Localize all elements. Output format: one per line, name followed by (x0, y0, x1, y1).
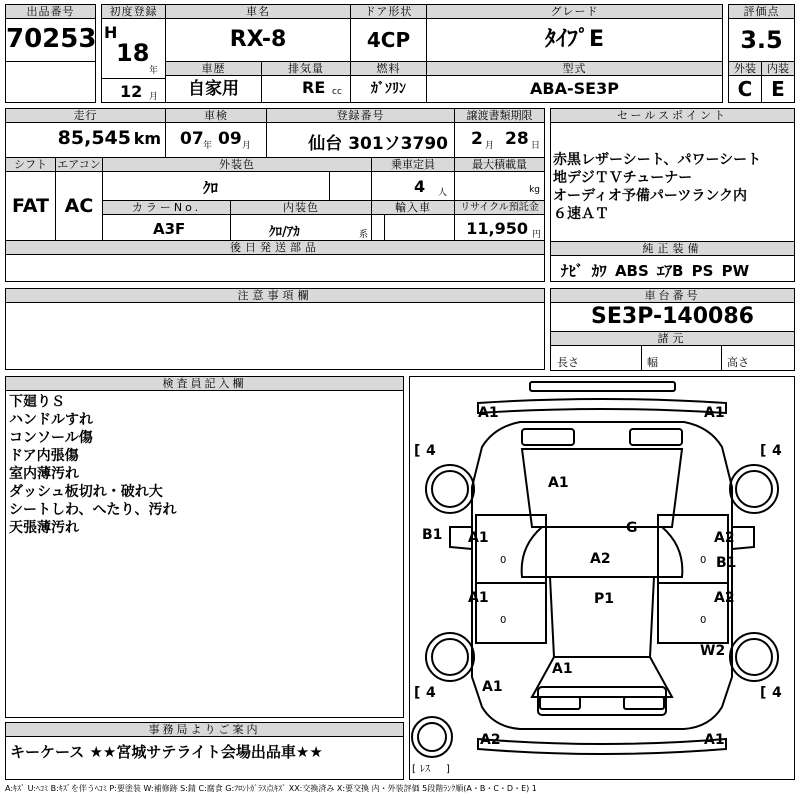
sales-point-box (550, 108, 795, 242)
tire-rl: 4 (426, 685, 436, 701)
mileage: 85,545 (57, 127, 131, 149)
fuel: ｶﾞｿﾘﾝ (371, 81, 406, 97)
lot-lower-box (5, 61, 96, 103)
caution-box (5, 288, 545, 370)
insp-month-unit: 月 (242, 141, 252, 151)
exterior-score: C (737, 77, 753, 101)
equipment-box (550, 241, 795, 282)
chassis-box (550, 288, 795, 332)
car-name-label: 車名 (166, 5, 350, 19)
insp-year: 07 (180, 129, 204, 149)
import-label: 輸入車 (372, 201, 454, 215)
dmg-fr-door-b: B1 (716, 555, 737, 571)
interior-label: 内装 (762, 62, 794, 76)
car-name-box (165, 4, 351, 62)
tire-fr-bracket: [ (760, 443, 767, 459)
transfer-month-unit: 月 (485, 141, 495, 151)
specs-div1 (641, 346, 642, 371)
transfer-day-unit: 日 (531, 141, 541, 151)
sales-point-line: オーディオ予備パーツランク内 (553, 188, 748, 204)
inspector-line: ドア内張傷 (9, 448, 79, 464)
equipment-label: 純正装備 (551, 242, 794, 256)
transfer-label: 譲渡書類期限 (455, 109, 544, 123)
specs-label: 諸元 (551, 332, 794, 346)
recycle-box (454, 200, 545, 241)
inspector-line: シートしわ、へたり、汚れ (9, 502, 177, 518)
insp-year-unit: 年 (203, 141, 213, 151)
import-box (371, 200, 455, 241)
equipment-items: ﾅﾋﾞ ｶﾜ ABS ｴｱB PS PW (561, 262, 750, 280)
load-label: 最大積載量 (455, 158, 544, 172)
year-unit: 年 (149, 66, 159, 76)
interior-score: E (771, 77, 785, 101)
year: 18 (116, 39, 150, 67)
door-label: ドア形状 (351, 5, 426, 19)
dmg-b1-left: B1 (422, 527, 443, 543)
chassis-number: SE3P-140086 (591, 304, 754, 329)
inspector-lines (6, 391, 403, 537)
exterior-label: 外装 (729, 62, 761, 76)
capacity: 4 (414, 177, 426, 196)
month-unit: 月 (149, 92, 159, 102)
inspector-line: ダッシュ板切れ・破れ大 (9, 484, 163, 500)
recycle-label: リサイクル預託金 (455, 201, 544, 215)
lot-number: 70253 (6, 24, 97, 54)
zero-2: 0 (700, 555, 707, 566)
shift-label: シフト (6, 158, 55, 172)
plate-label: 登録番号 (267, 109, 454, 123)
import-divider (384, 215, 385, 241)
color-no: A3F (153, 220, 186, 238)
specs-div2 (721, 346, 722, 371)
plate: 仙台 301ソ3790 (308, 134, 448, 154)
plate-box (266, 108, 455, 158)
score-box (728, 4, 795, 62)
resu-label: ﾚｽ (420, 764, 430, 775)
dmg-fl-door: A1 (468, 530, 489, 546)
grade-box (426, 4, 723, 62)
model-box (426, 61, 723, 103)
inspector-line: コンソール傷 (9, 430, 93, 446)
ac: AC (64, 195, 94, 217)
specs-box (550, 331, 795, 371)
insp-month: 09 (218, 129, 242, 149)
transfer-box (454, 108, 545, 158)
ac-label: エアコン (57, 158, 101, 171)
mileage-unit: km (133, 129, 161, 148)
fuel-label: 燃料 (351, 62, 426, 76)
grade: ﾀｲﾌﾟE (544, 27, 605, 52)
interior-color: ｸﾛ/ｱｶ (269, 225, 300, 240)
zero-3: 0 (500, 615, 507, 626)
lot-label: 出品番号 (6, 5, 95, 19)
shift: FAT (12, 195, 49, 217)
displacement: RE (302, 78, 326, 97)
recycle-unit: 円 (531, 230, 541, 240)
interior-color-label: 内装色 (231, 201, 371, 215)
load-box (454, 157, 545, 201)
capacity-unit: 人 (438, 188, 448, 198)
first-reg-label: 初度登録 (102, 5, 165, 19)
dmg-fr-door-a: A2 (714, 530, 735, 546)
capacity-label: 乗車定員 (372, 158, 454, 172)
interior-color-unit: 系 (358, 230, 368, 240)
dmg-rr-door: A2 (714, 590, 735, 606)
height-label: 高さ (727, 356, 749, 369)
car-name: RX-8 (229, 27, 287, 52)
inspection-label: 車検 (166, 109, 266, 123)
model: ABA-SE3P (530, 79, 619, 98)
sales-point-label: セールスポイント (551, 109, 794, 123)
tire-rr: 4 (772, 685, 782, 701)
exterior-color: ｸﾛ (203, 179, 219, 197)
car-diagram-svg (410, 377, 794, 779)
zero-1: 0 (500, 555, 507, 566)
first-reg-divider (102, 78, 166, 79)
width-label: 幅 (647, 356, 658, 369)
inspector-line: 室内薄汚れ (9, 466, 79, 482)
inspection-box (165, 108, 267, 158)
dmg-hood: A1 (548, 475, 569, 491)
transfer-day: 28 (505, 129, 529, 149)
tire-rr-bracket: [ (760, 685, 767, 701)
interior-box (761, 61, 795, 103)
tire-rl-bracket: [ (414, 685, 421, 701)
inspector-line: 下廻りＳ (9, 394, 65, 410)
ac-box (55, 157, 103, 241)
history-box (165, 61, 262, 103)
displacement-label: 排気量 (262, 62, 350, 76)
chassis-label: 車台番号 (551, 289, 794, 303)
mileage-label: 走行 (6, 109, 165, 123)
grade-label: グレード (427, 5, 722, 19)
score-label: 評価点 (729, 5, 794, 19)
dmg-tr: A1 (704, 405, 725, 421)
inspector-line: 天張薄汚れ (9, 520, 79, 536)
exterior-box (728, 61, 762, 103)
tire-fl-bracket: [ (414, 443, 421, 459)
dmg-roof-front: A2 (590, 551, 611, 567)
sales-point-line: ６速ＡＴ (553, 206, 609, 222)
interior-color-box (230, 200, 372, 241)
inspector-line: ハンドルすれ (9, 412, 93, 428)
inspector-box (5, 376, 404, 718)
dmg-bl: A2 (480, 732, 501, 748)
history-label: 車歴 (166, 62, 261, 76)
transfer-month: 2 (471, 129, 483, 149)
fuel-box (350, 61, 427, 103)
office-text: キーケース ★★宮城サテライト会場出品車★★ (10, 743, 323, 761)
office-box (5, 722, 404, 780)
dmg-br: A1 (704, 732, 725, 748)
inspector-label: 検査員記入欄 (6, 377, 403, 391)
car-diagram (409, 376, 795, 780)
exterior-color-divider (329, 172, 330, 201)
color-no-box (102, 200, 231, 241)
color-no-label: カラーNo. (103, 201, 230, 215)
door: 4CP (366, 28, 411, 52)
recycle: 11,950 (466, 219, 528, 238)
load-unit: kg (529, 185, 540, 195)
sales-point-lines (551, 123, 794, 223)
sales-point-line: 地デジＴＶチューナー (553, 170, 693, 186)
dmg-w2: W2 (700, 643, 726, 659)
sales-point-line: 赤黒レザーシート、パワーシート (553, 152, 762, 168)
caution-label: 注意事項欄 (6, 289, 544, 303)
tire-fl: 4 (426, 443, 436, 459)
mileage-box (5, 108, 166, 158)
office-label: 事務局よりご案内 (6, 723, 403, 737)
dmg-roof-p: P1 (594, 591, 615, 607)
dmg-rl-door: A1 (468, 590, 489, 606)
dmg-tl: A1 (478, 405, 499, 421)
month: 12 (120, 82, 143, 101)
door-box (350, 4, 427, 62)
dmg-g: G (626, 520, 638, 536)
dmg-rear-left: A1 (482, 679, 503, 695)
era: H (104, 23, 118, 42)
later-parts-box (5, 240, 545, 282)
score: 3.5 (740, 26, 783, 54)
model-label: 型式 (427, 62, 722, 76)
later-parts-label: 後日発送部品 (6, 241, 544, 255)
zero-4: 0 (700, 615, 707, 626)
legend: A:ｷｽﾞ U:ﾍｺﾐ B:ｷｽﾞを伴うﾍｺﾐ P:要塗装 W:補修跡 S:錆 C:腐食 G:ﾌﾛﾝﾄｶﾞﾗｽ点ｷｽﾞ XX:交換済み X:要交換 内・外装評価 5段階ﾗﾝｸ順(A・B・C・D・E) 1 (5, 784, 537, 793)
tire-fr: 4 (772, 443, 782, 459)
displacement-unit: cc (332, 87, 342, 97)
resu-bracket-close: ] (446, 764, 450, 775)
capacity-box (371, 157, 455, 201)
shift-box (5, 157, 56, 241)
history: 自家用 (188, 79, 239, 99)
exterior-color-box (102, 157, 372, 201)
first-reg-box (101, 4, 166, 103)
lot-box (5, 4, 96, 62)
displacement-box (261, 61, 351, 103)
exterior-color-label: 外装色 (103, 158, 371, 172)
resu-bracket: [ (412, 764, 416, 775)
length-label: 長さ (557, 356, 579, 369)
dmg-trunk: A1 (552, 661, 573, 677)
